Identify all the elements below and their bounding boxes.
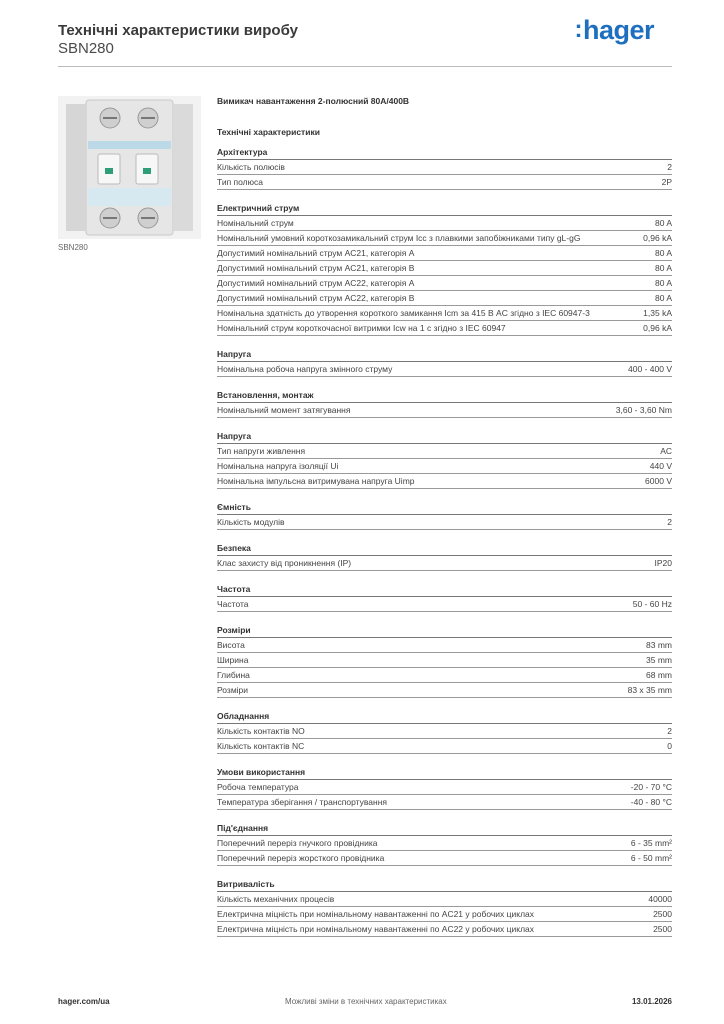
spec-label: Номінальний момент затягування xyxy=(217,405,351,415)
spec-row xyxy=(217,403,672,418)
spec-value: 1,35 kA xyxy=(643,308,672,318)
spec-value: 3,60 - 3,60 Nm xyxy=(615,405,672,415)
spec-group-title: Частота xyxy=(217,584,672,597)
spec-group-title: Напруга xyxy=(217,431,672,444)
hager-logo xyxy=(574,15,654,46)
spec-value: 80 A xyxy=(654,263,672,273)
spec-group-title: Безпека xyxy=(217,543,672,556)
spec-label: Поперечний переріз жорсткого провідника xyxy=(217,853,385,863)
spec-label: Робоча температура xyxy=(217,782,299,792)
spec-value: 83 x 35 mm xyxy=(627,685,672,695)
spec-value: 6000 V xyxy=(645,476,672,486)
spec-row xyxy=(217,459,672,474)
page-title: Технічні характеристики виробу xyxy=(58,22,298,39)
spec-group-title: Архітектура xyxy=(217,147,672,160)
logo-mark-icon: : xyxy=(574,16,582,43)
spec-value: 2 xyxy=(667,162,672,172)
spec-group xyxy=(217,502,672,530)
spec-row xyxy=(217,638,672,653)
spec-row xyxy=(217,291,672,306)
spec-label: Допустимий номінальний струм AC22, категорія А xyxy=(217,278,415,288)
spec-row xyxy=(217,306,672,321)
spec-row xyxy=(217,907,672,922)
spec-row xyxy=(217,321,672,336)
spec-value: -20 - 70 °C xyxy=(630,782,672,792)
spec-value: -40 - 80 °C xyxy=(630,797,672,807)
spec-row xyxy=(217,683,672,698)
spec-label: Розміри xyxy=(217,685,249,695)
spec-label: Електрична міцність при номінальному навантаженні по AC22 у робочих циклах xyxy=(217,924,535,934)
logo-text: hager xyxy=(582,15,654,45)
spec-row xyxy=(217,276,672,291)
spec-label: Номінальна напруга ізоляції Ui xyxy=(217,461,339,471)
spec-group-title: Встановлення, монтаж xyxy=(217,390,672,403)
section-heading: Технічні характеристики xyxy=(217,127,320,137)
product-title: Вимикач навантаження 2-полюсний 80А/400В xyxy=(217,96,410,106)
spec-row xyxy=(217,556,672,571)
spec-value: 2 xyxy=(667,517,672,527)
spec-label: Поперечний переріз гнучкого провідника xyxy=(217,838,378,848)
spec-label: Допустимий номінальний струм AC21, категорія В xyxy=(217,263,415,273)
specifications xyxy=(217,96,672,950)
spec-value: 2 xyxy=(667,726,672,736)
header-divider xyxy=(58,66,672,67)
spec-value: 83 mm xyxy=(646,640,672,650)
spec-value: 35 mm xyxy=(646,655,672,665)
spec-value: 80 A xyxy=(654,278,672,288)
spec-value: 0,96 kA xyxy=(643,323,672,333)
spec-group xyxy=(217,349,672,377)
spec-row xyxy=(217,597,672,612)
spec-group xyxy=(217,584,672,612)
spec-group xyxy=(217,203,672,336)
spec-label: Номінальна імпульсна витримувана напруга Uimp xyxy=(217,476,415,486)
spec-label: Допустимий номінальний струм AC21, категорія А xyxy=(217,248,415,258)
footer-website[interactable]: hager.com/ua xyxy=(58,997,110,1006)
spec-value: 0 xyxy=(667,741,672,751)
spec-group xyxy=(217,543,672,571)
product-image xyxy=(58,96,201,239)
footer-notice: Можливі зміни в технічних характеристиках xyxy=(285,997,447,1006)
spec-group xyxy=(217,147,672,190)
spec-label: Температура зберігання / транспортування xyxy=(217,797,388,807)
spec-group-title: Умови використання xyxy=(217,767,672,780)
spec-value: 2500 xyxy=(653,909,672,919)
spec-label: Допустимий номінальний струм AC22, категорія В xyxy=(217,293,415,303)
spec-value: 68 mm xyxy=(646,670,672,680)
spec-group xyxy=(217,625,672,698)
spec-value: 6 - 50 mm² xyxy=(630,853,672,863)
spec-label: Ширина xyxy=(217,655,249,665)
spec-row xyxy=(217,836,672,851)
spec-groups xyxy=(217,147,672,937)
spec-row xyxy=(217,795,672,810)
spec-value: IP20 xyxy=(654,558,672,568)
spec-row xyxy=(217,231,672,246)
spec-label: Номінальний струм xyxy=(217,218,294,228)
product-image-caption: SBN280 xyxy=(58,243,88,252)
spec-label: Тип полюса xyxy=(217,177,263,187)
spec-label: Електрична міцність при номінальному навантаженні по AC21 у робочих циклах xyxy=(217,909,535,919)
spec-value: 80 A xyxy=(654,248,672,258)
spec-row xyxy=(217,653,672,668)
spec-label: Номінальний струм короткочасної витримки Icw на 1 с згідно з IEC 60947 xyxy=(217,323,506,333)
spec-label: Кількість контактів NC xyxy=(217,741,305,751)
spec-group-title: Під'єднання xyxy=(217,823,672,836)
spec-value: 2P xyxy=(661,177,672,187)
spec-group xyxy=(217,390,672,418)
spec-row xyxy=(217,780,672,795)
spec-group-title: Обладнання xyxy=(217,711,672,724)
spec-value: 80 A xyxy=(654,293,672,303)
switch-disconnector-icon xyxy=(58,96,201,239)
spec-label: Номінальна здатність до утворення короткого замикання Icm за 415 В AC згідно з IEC 60947-3 xyxy=(217,308,590,318)
spec-row xyxy=(217,474,672,489)
spec-row xyxy=(217,515,672,530)
spec-label: Номінальна робоча напруга змінного струму xyxy=(217,364,393,374)
spec-value: 400 - 400 V xyxy=(628,364,672,374)
spec-label: Тип напруги живлення xyxy=(217,446,306,456)
spec-group-title: Електричний струм xyxy=(217,203,672,216)
spec-row xyxy=(217,444,672,459)
spec-row xyxy=(217,922,672,937)
spec-row xyxy=(217,216,672,231)
spec-label: Глибина xyxy=(217,670,250,680)
spec-group xyxy=(217,711,672,754)
spec-value: 440 V xyxy=(649,461,672,471)
spec-label: Кількість модулів xyxy=(217,517,285,527)
spec-group-title: Ємність xyxy=(217,502,672,515)
spec-label: Кількість полюсів xyxy=(217,162,285,172)
spec-label: Частота xyxy=(217,599,249,609)
product-code: SBN280 xyxy=(58,40,114,57)
spec-row xyxy=(217,246,672,261)
spec-group xyxy=(217,823,672,866)
spec-group xyxy=(217,431,672,489)
spec-row xyxy=(217,261,672,276)
spec-value: 50 - 60 Hz xyxy=(632,599,672,609)
spec-row xyxy=(217,851,672,866)
spec-value: 0,96 kA xyxy=(643,233,672,243)
spec-value: 6 - 35 mm² xyxy=(630,838,672,848)
spec-group xyxy=(217,767,672,810)
spec-value: 80 A xyxy=(654,218,672,228)
spec-label: Кількість механічних процесів xyxy=(217,894,335,904)
footer-date: 13.01.2026 xyxy=(631,997,672,1006)
spec-label: Клас захисту від проникнення (IP) xyxy=(217,558,352,568)
spec-row xyxy=(217,160,672,175)
spec-group-title: Витривалість xyxy=(217,879,672,892)
spec-value: 40000 xyxy=(648,894,672,904)
spec-row xyxy=(217,362,672,377)
spec-group xyxy=(217,879,672,937)
spec-row xyxy=(217,175,672,190)
spec-value: 2500 xyxy=(653,924,672,934)
spec-label: Кількість контактів NO xyxy=(217,726,305,736)
spec-row xyxy=(217,724,672,739)
spec-group-title: Розміри xyxy=(217,625,672,638)
spec-row xyxy=(217,739,672,754)
spec-row xyxy=(217,668,672,683)
spec-row xyxy=(217,892,672,907)
spec-label: Номінальний умовний короткозамикальний струм Icc з плавкими запобіжниками типу gL-gG xyxy=(217,233,581,243)
spec-value: AC xyxy=(660,446,672,456)
spec-label: Висота xyxy=(217,640,245,650)
spec-group-title: Напруга xyxy=(217,349,672,362)
